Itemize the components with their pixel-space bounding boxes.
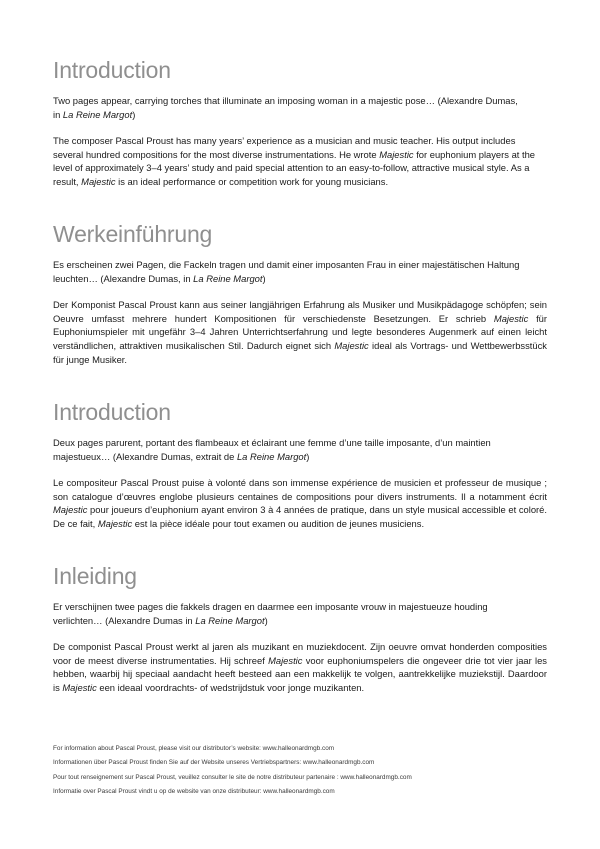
work-title-2: Majestic xyxy=(62,681,97,693)
body-text-2: pour joueurs d’euphonium ayant environ 3 à 4 années de pratique, dans un style musical accessible et coloré. De ce fait, xyxy=(53,504,547,529)
quote-suffix: ) xyxy=(306,450,310,462)
quote-prefix: in xyxy=(53,108,63,120)
work-title-2: Majestic xyxy=(81,175,116,187)
body-paragraph xyxy=(53,640,547,694)
body-text-3: ideal als Vortrags- und Wettbewerbsstück für junge Musiker. xyxy=(53,339,547,365)
quote-suffix: ) xyxy=(132,108,136,120)
body-text-2: für Euphoniumspieler mit ungefähr 3–4 Jahren Unterrichtserfahrung und legte besonderes Augenmerk auf einen leicht verständlichen, attraktiven musikalischen Stil. Dadurch eignet sich xyxy=(53,312,548,351)
distributor-footer xyxy=(53,742,547,799)
quote-work-title: La Reine Margot xyxy=(62,108,133,120)
section-english xyxy=(53,56,547,189)
quote-prefix: leuchten… (Alexandre Dumas, in xyxy=(53,272,194,284)
quote-work-title: La Reine Margot xyxy=(236,450,307,462)
body-paragraph xyxy=(53,298,547,366)
section-french xyxy=(53,398,547,531)
footer-line-french: Pour tout renseignement sur Pascal Proust, veuillez consulter le site de notre distributeur partenaire : www.halleonardmgb.com xyxy=(53,773,412,781)
body-text-3: een ideaal voordrachts- of wedstrijdstuk voor jonge muzikanten. xyxy=(96,681,365,693)
section-heading: Introduction xyxy=(53,399,171,425)
quote-text: Es erscheinen zwei Pagen, die Fackeln tragen und damit einer imposanten Frau in einer majestätischen Haltung xyxy=(53,259,520,270)
work-title-1: Majestic xyxy=(379,148,414,160)
epigraph-quote xyxy=(53,600,547,627)
footer-line-german: Informationen über Pascal Proust finden Sie auf der Website unseres Vertriebspartners: www.halleonardmgb.com xyxy=(53,759,375,767)
body-text-2: voor euphoniumspelers die ongeveer drie tot vier jaar les hebben, waarbij hij speciaal aandacht heeft besteed aan een makkelijk te volgen, aantrekkelijke muziekstijl. Daardoor is xyxy=(53,654,547,693)
body-text-1: Der Komponist Pascal Proust kann aus seiner langjährigen Erfahrung als Musiker und Musikpädagoge schöpfen; sein Oeuvre umfasst mehrere hundert Kompositionen für verschiedenste Besetzungen. Er schrieb xyxy=(53,299,547,324)
work-title-1: Majestic xyxy=(493,312,529,324)
body-text-3: is an ideal performance or competition work for young musicians. xyxy=(115,175,389,187)
section-heading: Inleiding xyxy=(53,563,137,589)
work-title-1: Majestic xyxy=(268,654,303,666)
section-german xyxy=(53,220,547,366)
epigraph-quote xyxy=(53,436,547,463)
footer-line-dutch: Informatie over Pascal Proust vindt u op de website van onze distributeur: www.halleonardmgb.com xyxy=(53,787,335,795)
body-text-3: est la pièce idéale pour tout examen ou audition de jeunes musiciens. xyxy=(132,517,425,529)
body-text-1: The composer Pascal Proust has many years’ experience as a musician and music teacher. His output includes several hundred compositions for the most diverse instrumentations. He wrote xyxy=(53,135,516,160)
body-text-2: for euphonium players at the level of approximately 3–4 years’ study and paid special attention to an easy-to-follow, attractive musical style. As a result, xyxy=(53,148,536,187)
epigraph-quote xyxy=(53,94,547,121)
quote-suffix: ) xyxy=(262,272,266,284)
quote-work-title: La Reine Margot xyxy=(195,614,265,626)
footer-line-english: For information about Pascal Proust, please visit our distributor’s website: www.halleonardmgb.com xyxy=(53,745,335,752)
work-title-2: Majestic xyxy=(97,517,133,529)
body-paragraph xyxy=(53,476,547,530)
quote-suffix: ) xyxy=(264,614,268,626)
quote-text: Deux pages parurent, portant des flambeaux et éclairant une femme d’une taille imposante, d’un maintien xyxy=(53,437,491,448)
section-dutch xyxy=(53,562,547,695)
body-paragraph xyxy=(53,134,547,188)
epigraph-quote xyxy=(53,258,547,285)
body-text-1: Le compositeur Pascal Proust puise à volonté dans son immense expérience de musicien et professeur de musique ; son catalogue d’œuvres englobe plusieurs centaines de compositions pour divers instruments. Il a notamment écrit xyxy=(53,477,547,502)
quote-text: Two pages appear, carrying torches that illuminate an imposing woman in a majestic pose… (Alexandre Dumas, xyxy=(53,95,518,106)
quote-prefix: majestueux… (Alexandre Dumas, extrait de xyxy=(53,450,237,462)
quote-work-title: La Reine Margot xyxy=(193,272,263,284)
section-heading: Werkeinführung xyxy=(53,221,213,247)
work-title-1: Majestic xyxy=(53,504,88,516)
work-title-2: Majestic xyxy=(334,339,369,351)
quote-prefix: verlichten… (Alexandre Dumas in xyxy=(53,614,196,626)
quote-text: Er verschijnen twee pages die fakkels dragen en daarmee een imposante vrouw in majestueuze houding xyxy=(53,601,488,612)
section-heading: Introduction xyxy=(53,57,171,83)
body-text-1: De componist Pascal Proust werkt al jaren als muzikant en muziekdocent. Zijn oeuvre omvat honderden composities voor de meest diverse instrumentaties. Hij schreef xyxy=(53,641,547,666)
